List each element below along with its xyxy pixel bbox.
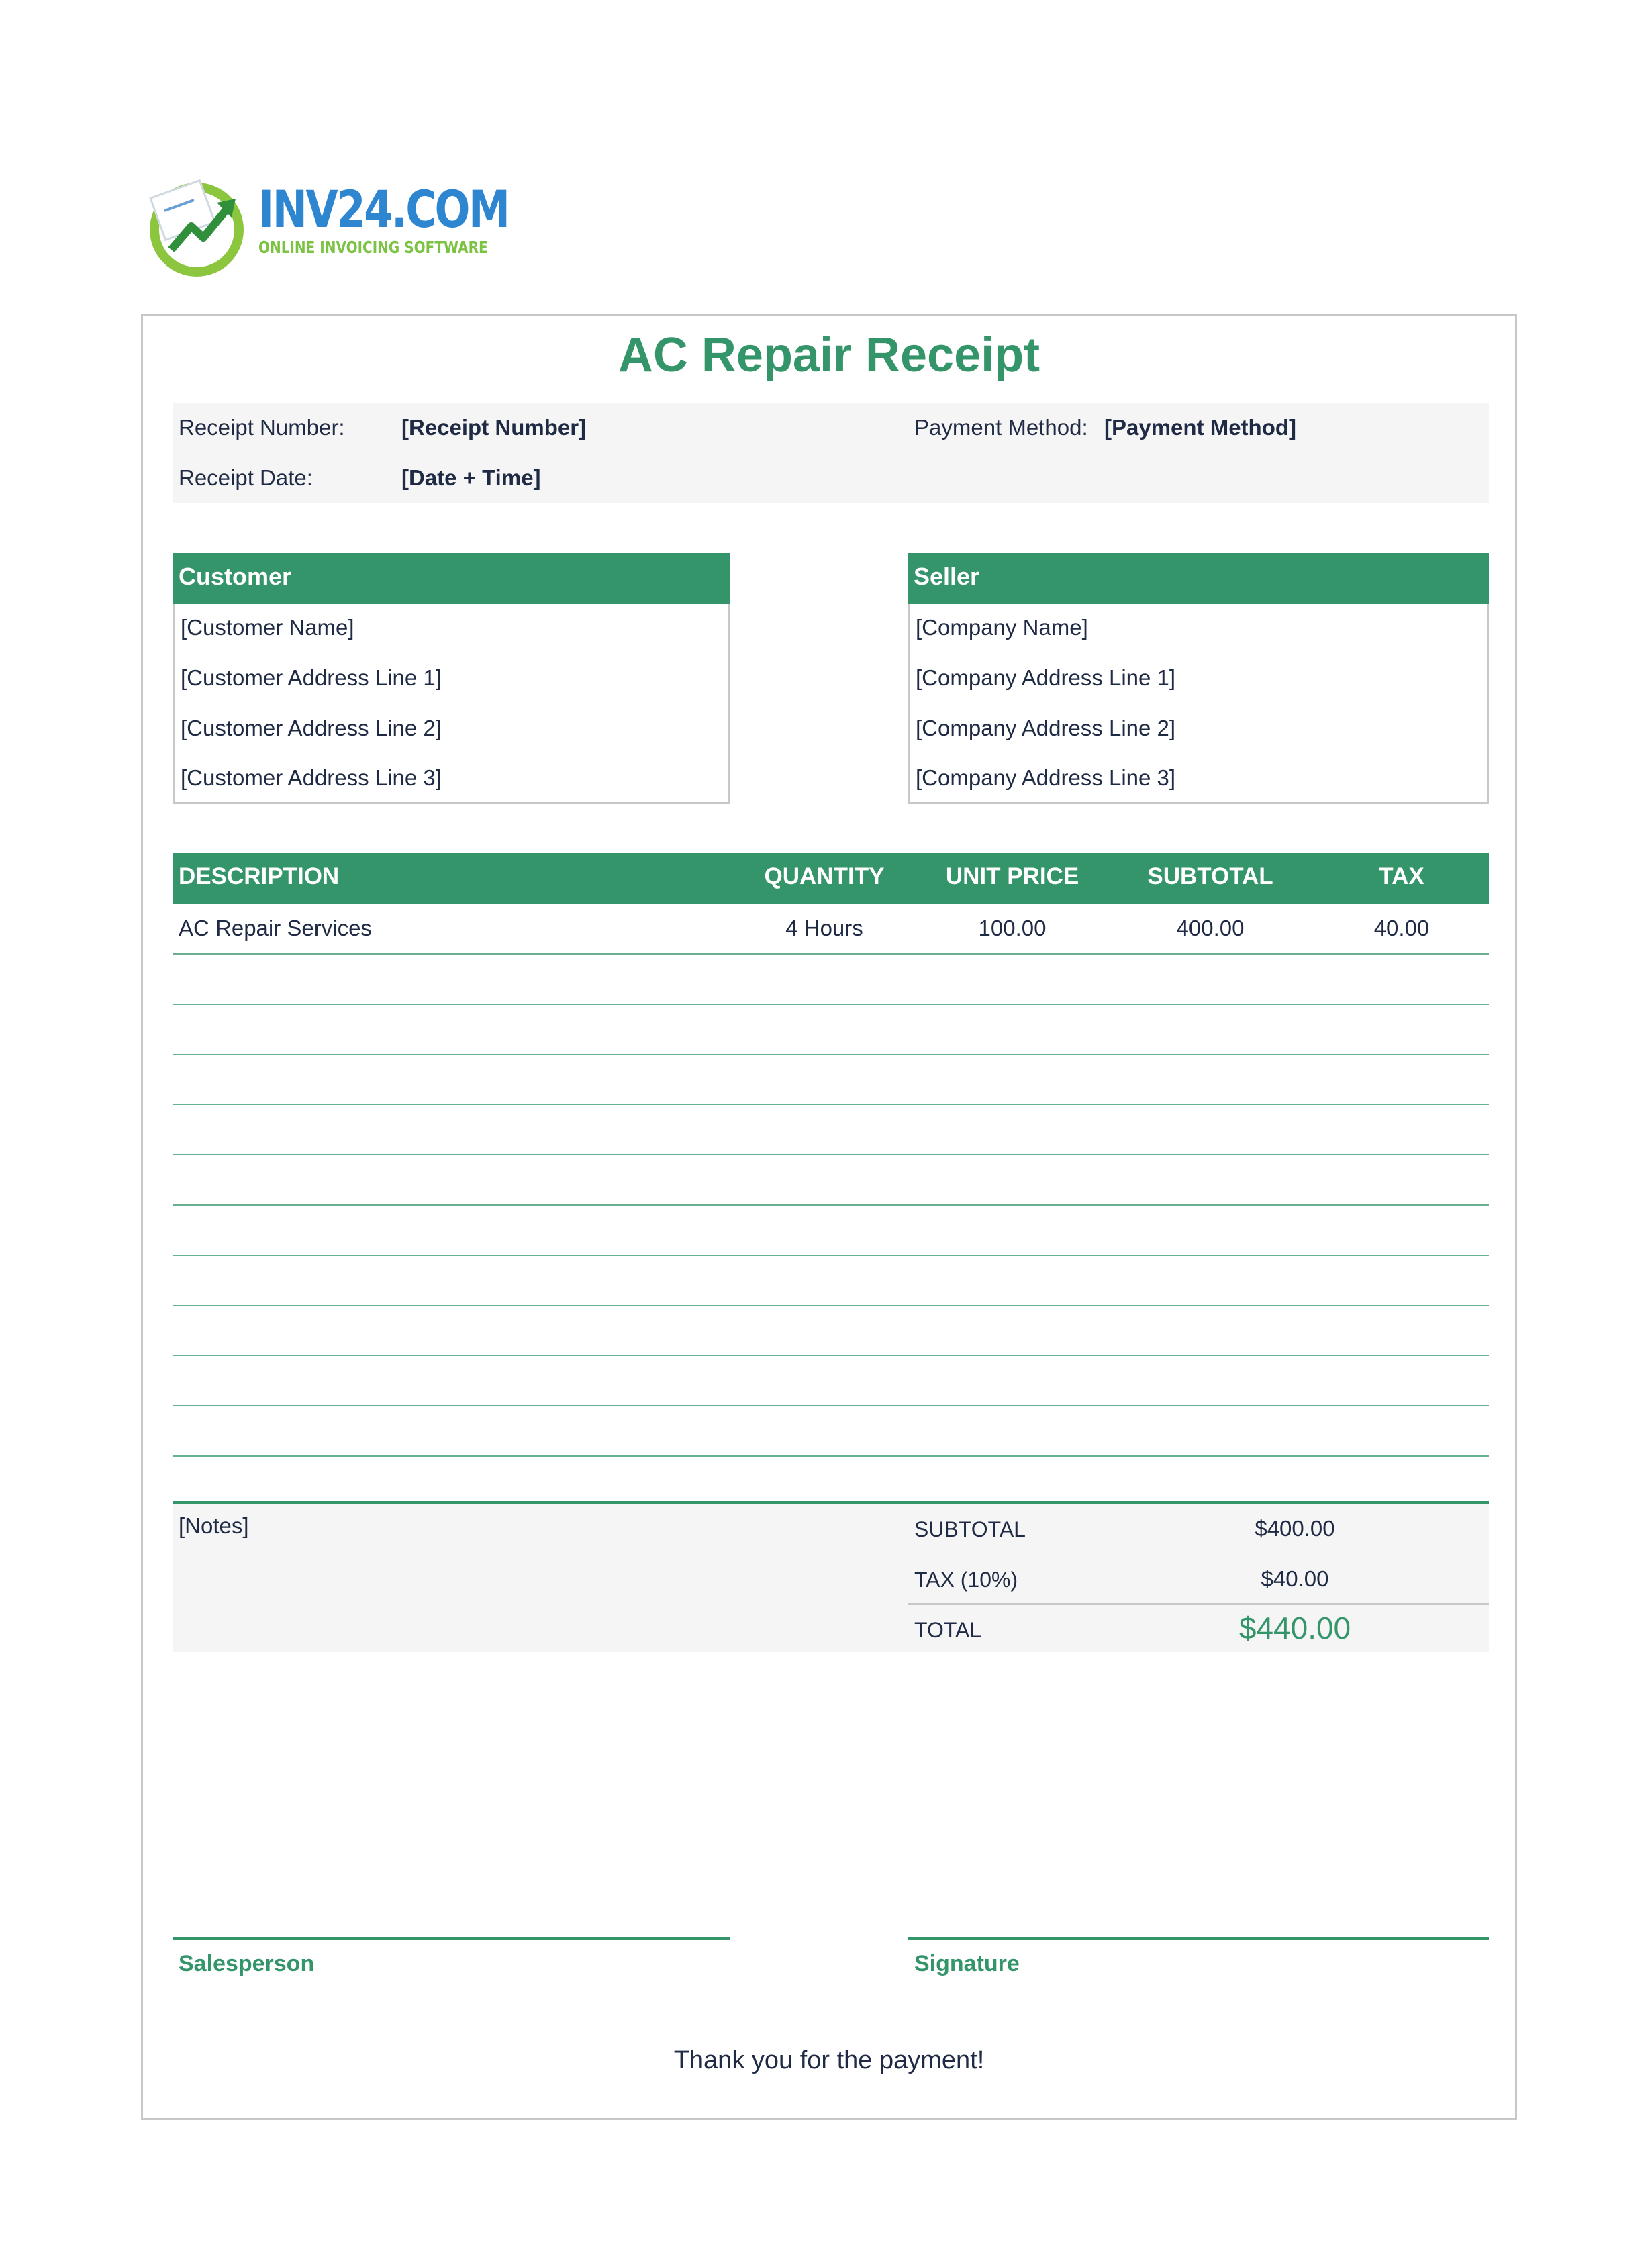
col-description: DESCRIPTION xyxy=(179,863,340,889)
notes: [Notes] xyxy=(179,1513,249,1538)
customer-name: [Customer Name] xyxy=(181,615,354,640)
subtotal-value: $400.00 xyxy=(1255,1516,1335,1541)
page-title: AC Repair Receipt xyxy=(618,328,1040,382)
row-divider xyxy=(173,1455,1489,1457)
seller-panel xyxy=(908,604,1489,804)
company-address-line-3: [Company Address Line 3] xyxy=(916,765,1176,790)
row-divider xyxy=(173,953,1489,955)
payment-method-label: Payment Method: xyxy=(914,415,1088,440)
col-tax: TAX xyxy=(1379,863,1424,889)
row-tax: 40.00 xyxy=(1373,916,1430,941)
receipt-number-label: Receipt Number: xyxy=(179,415,345,440)
customer-address-line-3: [Customer Address Line 3] xyxy=(181,765,442,790)
company-address-line-2: [Company Address Line 2] xyxy=(916,716,1176,740)
row-description: AC Repair Services xyxy=(179,916,372,941)
footer-message: Thank you for the payment! xyxy=(673,2046,985,2074)
total-label: TOTAL xyxy=(914,1618,982,1642)
col-subtotal: SUBTOTAL xyxy=(1147,863,1273,889)
tax-value: $40.00 xyxy=(1261,1566,1329,1591)
customer-address-line-1: [Customer Address Line 1] xyxy=(181,665,442,690)
row-divider xyxy=(173,1004,1489,1005)
row-divider xyxy=(173,1405,1489,1406)
customer-address-line-2: [Customer Address Line 2] xyxy=(181,716,442,740)
salesperson-label: Salesperson xyxy=(179,1951,315,1976)
row-divider xyxy=(173,1104,1489,1105)
company-logo xyxy=(144,176,509,277)
row-divider xyxy=(173,1154,1489,1155)
row-unit-price: 100.00 xyxy=(978,916,1047,941)
total-value: $440.00 xyxy=(1238,1610,1351,1645)
customer-panel xyxy=(173,604,730,804)
signature-line xyxy=(908,1937,1489,1940)
row-divider xyxy=(173,1305,1489,1306)
row-divider xyxy=(173,1204,1489,1206)
logo-badge-icon xyxy=(144,176,252,277)
signature-label: Signature xyxy=(914,1951,1020,1976)
salesperson-line xyxy=(173,1937,730,1940)
row-divider xyxy=(173,1355,1489,1356)
seller-heading: Seller xyxy=(908,553,1489,604)
row-divider xyxy=(173,1054,1489,1055)
row-subtotal: 400.00 xyxy=(1176,916,1245,941)
receipt-number-value: [Receipt Number] xyxy=(401,415,587,440)
receipt-date-value: [Date + Time] xyxy=(401,465,541,490)
company-name: [Company Name] xyxy=(916,615,1088,640)
logo-name: INV24.COM xyxy=(258,179,509,239)
receipt-date-label: Receipt Date: xyxy=(179,465,313,490)
payment-method-value: [Payment Method] xyxy=(1104,415,1297,440)
row-divider xyxy=(173,1255,1489,1256)
total-divider xyxy=(908,1603,1489,1605)
customer-heading: Customer xyxy=(173,553,730,604)
row-quantity: 4 Hours xyxy=(785,916,863,941)
items-table-header xyxy=(173,853,1489,904)
col-unit-price: UNIT PRICE xyxy=(945,863,1079,889)
subtotal-label: SUBTOTAL xyxy=(914,1517,1026,1541)
tax-label: TAX (10%) xyxy=(914,1568,1018,1592)
company-address-line-1: [Company Address Line 1] xyxy=(916,665,1176,690)
col-quantity: QUANTITY xyxy=(764,863,885,889)
logo-tagline: ONLINE INVOICING SOFTWARE xyxy=(258,238,488,257)
